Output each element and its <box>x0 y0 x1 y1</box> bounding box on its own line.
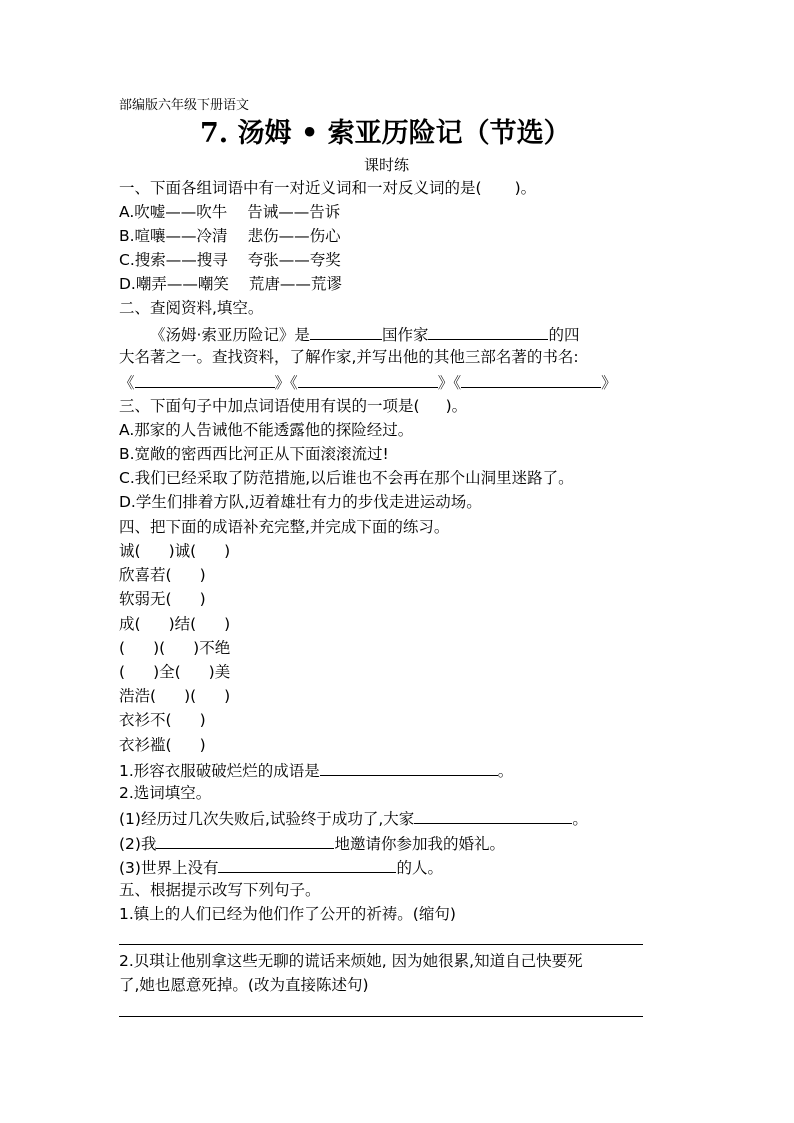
q1-option-b-left: B.喧嚷——冷清 <box>119 227 228 245</box>
author-blank[interactable] <box>428 322 548 340</box>
q1-option-c-right: 夸张——夸奖 <box>247 251 341 269</box>
idiom-6: ( )全( )美 <box>119 663 231 681</box>
q1-option-d-left: D.嘲弄——嘲笑 <box>119 275 229 293</box>
open-quote: 《 <box>119 374 135 392</box>
q4-exercise-2-2: (2)我 地邀请你参加我的婚礼。 <box>119 831 505 856</box>
q2-line1 <box>150 322 579 347</box>
book-title-blank-1[interactable] <box>135 370 275 388</box>
q5-sentence-2-line1: 2.贝琪让他别拿这些无聊的谎话来烦她, 因为她很累,知道自己快要死 <box>119 952 583 970</box>
idiom-2: 欣喜若( ) <box>119 566 206 584</box>
q4-exercise-2-heading: 2.选词填空。 <box>119 784 212 802</box>
idiom-3: 软弱无( ) <box>119 590 206 608</box>
q3-option-d: D.学生们排着方队,迈着雄壮有力的步伐走进运动场。 <box>119 493 482 511</box>
open-quote: 《 <box>453 374 462 392</box>
idiom-1: 诚( )诚( ) <box>119 542 231 560</box>
close-quote: 》 <box>601 374 617 392</box>
q1-option-b-right: 悲伤——伤心 <box>247 227 341 245</box>
ex2-2-answer-blank[interactable] <box>156 831 334 849</box>
q1-option-a <box>119 201 340 224</box>
subtitle: 课时练 <box>364 156 410 174</box>
idiom-8: 衣衫不( ) <box>119 711 206 729</box>
close-quote: 》 <box>437 374 454 392</box>
q1-option-c <box>119 249 341 272</box>
book-title-blank-3[interactable] <box>461 370 601 388</box>
q3-stem-text: 三、下面句子中加点词语使用有误的一项是( <box>119 397 420 415</box>
q5-heading: 五、根据提示改写下列句子。 <box>119 881 321 899</box>
q2-text-2: 国作家 <box>381 326 429 344</box>
q2-text-1: 《汤姆·索亚历险记》是 <box>150 326 310 344</box>
q1-option-b <box>119 225 341 248</box>
q1-option-d <box>119 273 342 296</box>
idiom-5: ( )( )不绝 <box>119 639 231 657</box>
q4-exercise-2-1: (1)经历过几次失败后,试验终于成功了,大家 。 <box>119 806 588 831</box>
idiom-9: 衣衫褴( ) <box>119 736 206 754</box>
q4-exercise-2-3: (3)世界上没有 的人。 <box>119 855 443 880</box>
q5-sentence-1: 1.镇上的人们已经为他们作了公开的祈祷。(缩句) <box>119 905 456 923</box>
q3-option-c: C.我们已经采取了防范措施,以后谁也不会再在那个山洞里迷路了。 <box>119 469 574 487</box>
q2-text-3: 的四 <box>548 326 580 344</box>
lesson-title: 7. 汤姆 • 索亚历险记（节选） <box>200 118 571 149</box>
q5-answer-line-1[interactable] <box>119 944 643 945</box>
q4-heading: 四、把下面的成语补充完整,并完成下面的练习。 <box>119 518 450 536</box>
q5-answer-line-2[interactable] <box>119 1016 643 1017</box>
ex2-3-answer-blank[interactable] <box>218 855 396 873</box>
q3-option-b: B.宽敞的密西西比河正从下面滚滚流过! <box>119 445 389 463</box>
q4-exercise-1: 1.形容衣服破破烂烂的成语是 。 <box>119 758 513 783</box>
grade-label: 部编版六年级下册语文 <box>119 98 250 113</box>
q1-option-a-right: 告诫——告诉 <box>247 203 341 221</box>
q1-option-a-left: A.吹嘘——吹牛 <box>119 203 228 221</box>
close-quote: 》 <box>274 374 291 392</box>
ex1-answer-blank[interactable] <box>320 758 498 776</box>
q3-stem <box>119 395 467 418</box>
idiom-7: 浩浩( )( ) <box>119 687 231 705</box>
q1-stem-end: )。 <box>514 179 537 197</box>
q5-sentence-2-line2: 了,她也愿意死掉。(改为直接陈述句) <box>119 976 369 994</box>
book-title-blank-2[interactable] <box>298 370 438 388</box>
q1-option-d-right: 荒唐——荒谬 <box>248 275 342 293</box>
q2-heading: 二、查阅资料,填空。 <box>119 299 264 317</box>
q1-stem <box>119 177 536 200</box>
q3-option-a: A.那家的人告诫他不能透露他的探险经过。 <box>119 421 414 439</box>
q3-stem-end: )。 <box>445 397 468 415</box>
q2-line2: 大名著之一。查找资料，了解作家,并写出他的其他三部名著的书名: <box>119 348 579 366</box>
country-blank[interactable] <box>310 322 382 340</box>
ex2-1-answer-blank[interactable] <box>414 806 572 824</box>
q2-book-titles <box>119 370 617 395</box>
open-quote: 《 <box>290 374 298 392</box>
idiom-4: 成( )结( ) <box>119 615 231 633</box>
q1-option-c-left: C.搜索——搜寻 <box>119 251 228 269</box>
q1-stem-text: 一、下面各组词语中有一对近义词和一对反义词的是( <box>119 179 482 197</box>
